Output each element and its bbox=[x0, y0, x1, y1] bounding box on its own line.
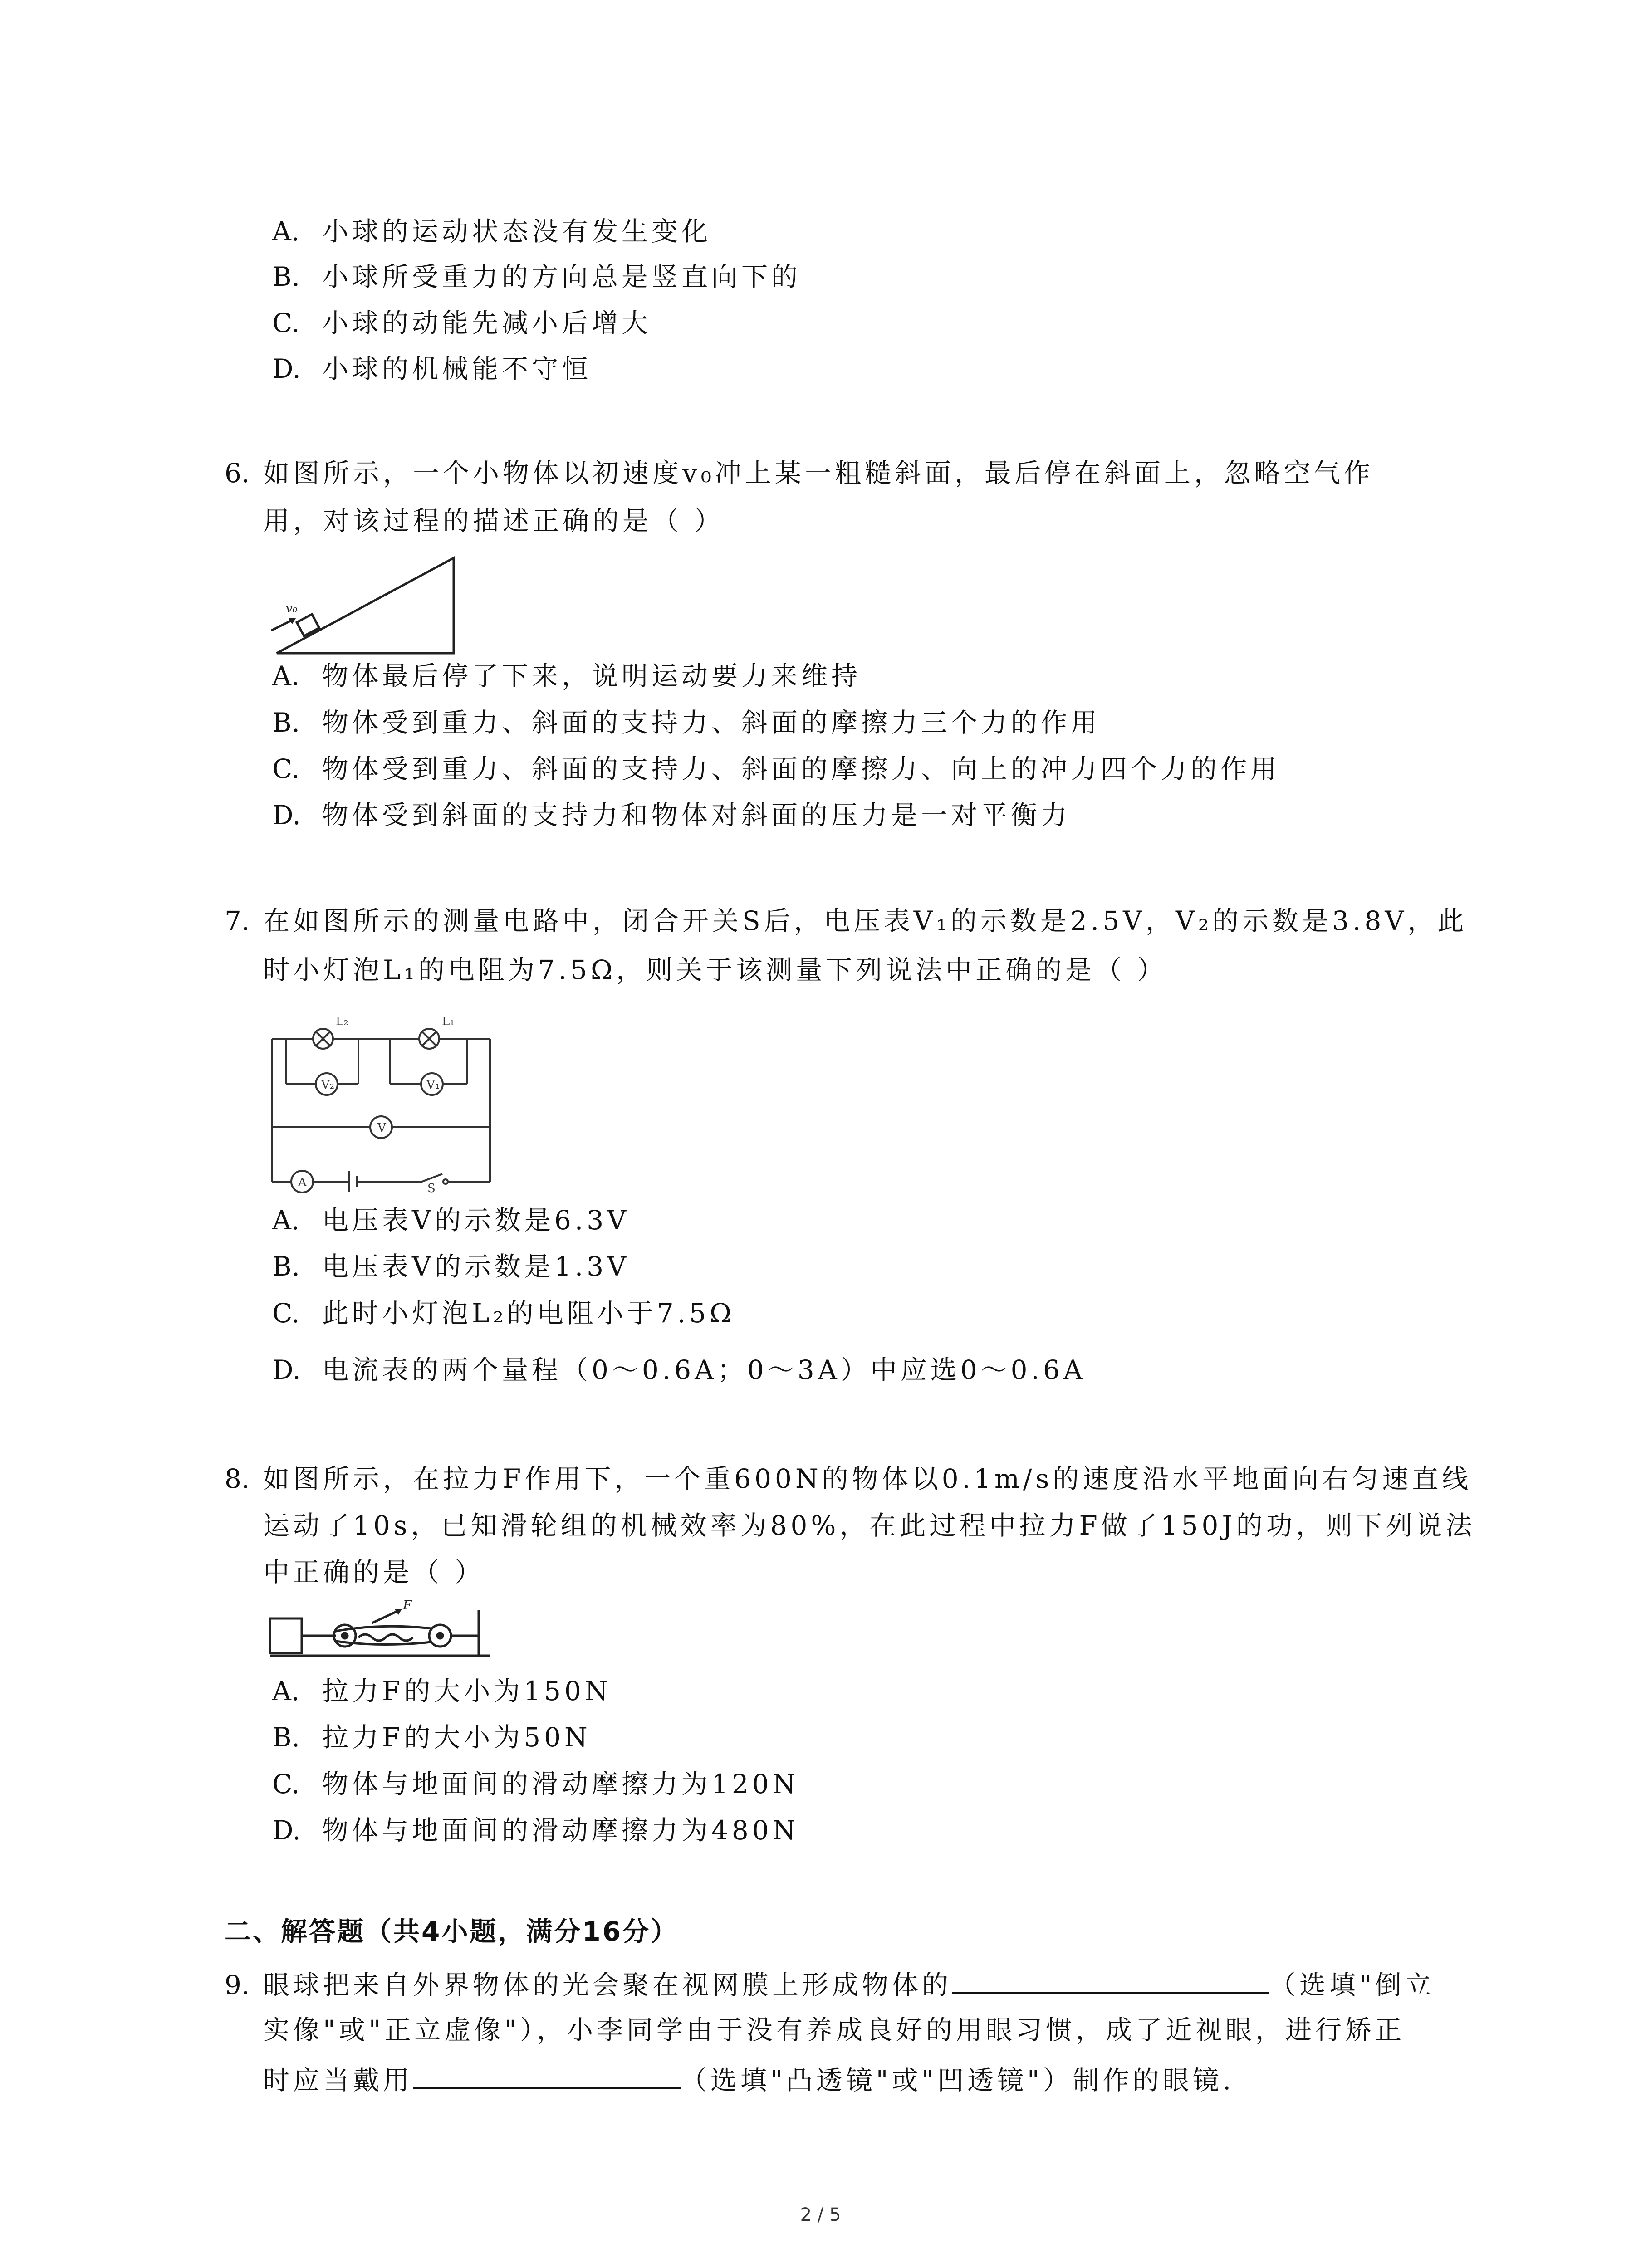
stem-text: 如图所示，一个小物体以初速度v₀冲上某一粗糙斜面，最后停在斜面上，忽略空气作 bbox=[263, 458, 1374, 489]
option-letter: D. bbox=[272, 800, 301, 831]
q6-option-b bbox=[272, 704, 1101, 741]
force-arrow bbox=[372, 1610, 399, 1623]
option-text: 物体最后停了下来，说明运动要力来维持 bbox=[322, 660, 862, 691]
q6-option-a bbox=[272, 658, 861, 694]
q9-text-before-blank1: 眼球把来自外界物体的光会聚在视网膜上形成物体的 bbox=[263, 1970, 952, 2000]
pulley-figure bbox=[268, 1597, 495, 1660]
incline-triangle bbox=[277, 558, 454, 653]
l1-label: L₁ bbox=[442, 1015, 455, 1028]
option-letter: C. bbox=[272, 1298, 300, 1329]
q8-stem-line1 bbox=[225, 1461, 1472, 1497]
q7-option-c bbox=[272, 1295, 735, 1331]
q8-stem-line3: 中正确的是（ ） bbox=[263, 1557, 485, 1588]
q9-text-after-blank1: （选填"倒立 bbox=[1269, 1970, 1435, 2000]
v0-label: v₀ bbox=[286, 602, 298, 616]
option-letter: B. bbox=[272, 261, 300, 292]
q9-line2: 实像"或"正立虚像"），小李同学由于没有养成良好的用眼习惯，成了近视眼，进行矫正 bbox=[263, 2014, 1406, 2045]
option-letter: D. bbox=[272, 353, 301, 384]
option-text: 小球所受重力的方向总是竖直向下的 bbox=[322, 261, 802, 292]
stem-text: 如图所示，在拉力F作用下，一个重600N的物体以0.1m/s的速度沿水平地面向右匀速直线 bbox=[263, 1463, 1472, 1494]
page-number: 2 / 5 bbox=[800, 2204, 841, 2225]
v1-label: V₁ bbox=[426, 1078, 440, 1092]
q5-option-d bbox=[272, 351, 592, 387]
stem-text: 在如图所示的测量电路中，闭合开关S后，电压表V₁的示数是2.5V，V₂的示数是3.8V，此 bbox=[263, 905, 1468, 936]
v2-label: V₂ bbox=[321, 1078, 335, 1092]
option-text: 电压表V的示数是1.3V bbox=[322, 1251, 630, 1282]
option-letter: D. bbox=[272, 1815, 301, 1846]
l2-label: L₂ bbox=[336, 1015, 348, 1028]
question-number: 8. bbox=[225, 1463, 250, 1494]
force-label: F bbox=[403, 1598, 412, 1613]
q6-stem-line1 bbox=[225, 455, 1374, 491]
option-letter: A. bbox=[272, 1205, 300, 1236]
q9-line1 bbox=[225, 1964, 1435, 2003]
q7-option-a bbox=[272, 1202, 630, 1238]
option-text: 物体与地面间的滑动摩擦力为480N bbox=[322, 1815, 799, 1846]
option-letter: A. bbox=[272, 660, 300, 691]
q8-option-c bbox=[272, 1766, 799, 1802]
circuit-figure bbox=[268, 1002, 499, 1193]
option-letter: A. bbox=[272, 1676, 300, 1706]
answer-blank-1[interactable] bbox=[952, 1964, 1269, 1994]
q9-text-after-blank2: （选填"凸透镜"或"凹透镜"）制作的眼镜. bbox=[681, 2065, 1235, 2096]
q7-option-d bbox=[272, 1352, 1086, 1388]
option-text: 物体受到重力、斜面的支持力、斜面的摩擦力三个力的作用 bbox=[322, 707, 1101, 738]
option-text: 小球的机械能不守恒 bbox=[322, 353, 592, 384]
q5-option-a bbox=[272, 213, 711, 249]
option-letter: B. bbox=[272, 1722, 300, 1753]
q7-stem-line1 bbox=[225, 903, 1467, 939]
switch-lever bbox=[422, 1174, 442, 1182]
option-text: 物体与地面间的滑动摩擦力为120N bbox=[322, 1769, 799, 1799]
q8-option-d bbox=[272, 1812, 799, 1848]
object-block bbox=[270, 1618, 302, 1653]
question-number: 7. bbox=[225, 905, 250, 936]
option-text: 电压表V的示数是6.3V bbox=[322, 1205, 630, 1236]
option-text: 电流表的两个量程（0～0.6A；0～3A）中应选0～0.6A bbox=[322, 1354, 1086, 1385]
option-letter: C. bbox=[272, 1769, 300, 1799]
option-text: 小球的动能先减小后增大 bbox=[322, 308, 652, 338]
rope-coil bbox=[358, 1634, 413, 1641]
q6-stem-line2: 用，对该过程的描述正确的是（ ） bbox=[263, 505, 725, 536]
option-letter: D. bbox=[272, 1354, 301, 1385]
option-letter: C. bbox=[272, 308, 300, 338]
q8-option-b bbox=[272, 1719, 591, 1755]
option-letter: B. bbox=[272, 1251, 300, 1282]
q5-option-c bbox=[272, 305, 652, 341]
q8-option-a bbox=[272, 1673, 612, 1709]
q6-option-c bbox=[272, 751, 1280, 787]
option-letter: C. bbox=[272, 753, 300, 784]
option-text: 拉力F的大小为50N bbox=[322, 1722, 591, 1753]
q7-stem-line2: 时小灯泡L₁的电阻为7.5Ω，则关于该测量下列说法中正确的是（ ） bbox=[263, 954, 1167, 985]
option-letter: A. bbox=[272, 216, 300, 247]
option-text: 物体受到斜面的支持力和物体对斜面的压力是一对平衡力 bbox=[322, 800, 1071, 831]
option-text: 小球的运动状态没有发生变化 bbox=[322, 216, 712, 247]
q6-option-d bbox=[272, 797, 1071, 833]
question-number: 6. bbox=[225, 458, 250, 489]
q9-line3 bbox=[263, 2059, 1234, 2098]
option-letter: B. bbox=[272, 707, 300, 738]
q9-text-before-blank2: 时应当戴用 bbox=[263, 2065, 413, 2096]
section-heading: 二、解答题（共4小题，满分16分） bbox=[225, 1916, 679, 1947]
q8-stem-line2: 运动了10s，已知滑轮组的机械效率为80%，在此过程中拉力F做了150J的功，则下列说法 bbox=[263, 1510, 1476, 1541]
q7-option-b bbox=[272, 1248, 630, 1285]
option-text: 拉力F的大小为150N bbox=[322, 1676, 612, 1706]
incline-figure bbox=[268, 549, 458, 658]
v-label: V bbox=[377, 1121, 386, 1135]
question-number: 9. bbox=[225, 1970, 250, 2000]
option-text: 物体受到重力、斜面的支持力、斜面的摩擦力、向上的冲力四个力的作用 bbox=[322, 753, 1281, 784]
s-label: S bbox=[427, 1182, 436, 1193]
option-text: 此时小灯泡L₂的电阻小于7.5Ω bbox=[322, 1298, 735, 1329]
a-label: A bbox=[298, 1176, 307, 1189]
answer-blank-2[interactable] bbox=[413, 2059, 681, 2089]
q5-option-b bbox=[272, 259, 801, 295]
